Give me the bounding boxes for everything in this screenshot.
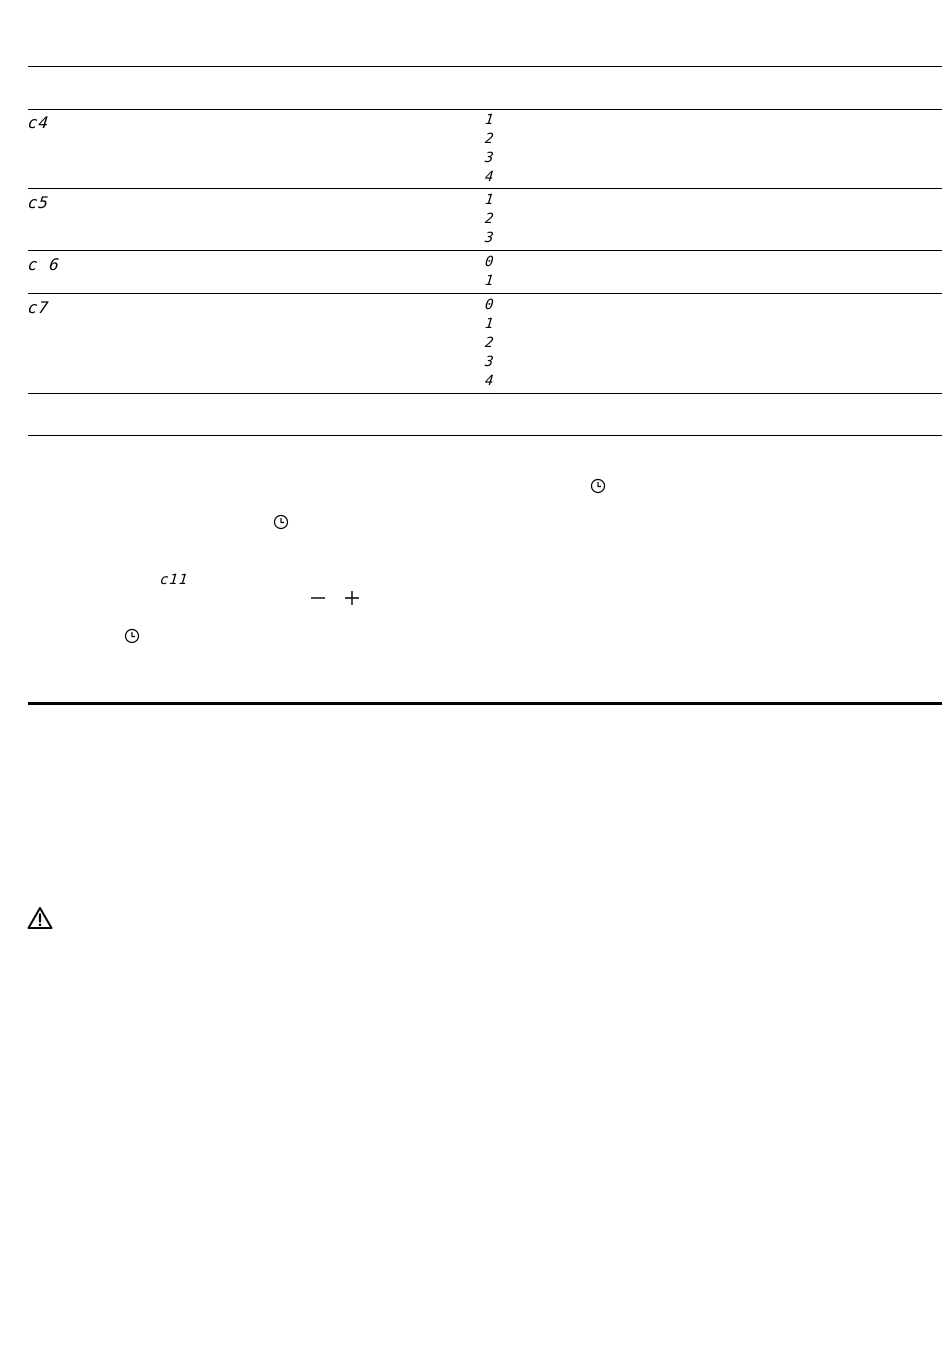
setting-value: 4: [484, 373, 496, 389]
clock-icon: [273, 514, 289, 530]
section-rule: [28, 702, 942, 705]
row-rule: [28, 188, 942, 189]
setting-code-c11: c11: [159, 572, 190, 588]
setting-value: 4: [484, 169, 496, 185]
row-rule: [28, 250, 942, 251]
setting-value: 3: [484, 230, 496, 246]
setting-values-c7: [486, 296, 495, 391]
setting-value: 2: [484, 335, 496, 351]
setting-value: 3: [484, 354, 496, 370]
setting-value: 0: [484, 254, 496, 270]
clock-icon: [124, 628, 140, 644]
setting-code-c5: c5: [27, 193, 51, 212]
warning-triangle-icon: [27, 906, 53, 930]
minus-icon: [309, 589, 327, 607]
setting-value: 2: [484, 211, 496, 227]
row-rule: [28, 393, 942, 394]
setting-value: 1: [484, 192, 496, 208]
setting-code-c7: c7: [27, 298, 51, 317]
table-bottom-rule: [28, 435, 942, 436]
setting-value: 1: [484, 273, 496, 289]
setting-value: 2: [484, 131, 496, 147]
plus-icon: [343, 589, 361, 607]
setting-value: 3: [484, 150, 496, 166]
setting-code-c4: c4: [27, 113, 51, 132]
row-rule: [28, 293, 942, 294]
clock-icon: [590, 478, 606, 494]
table-top-rule: [28, 66, 942, 67]
setting-values-c6: [486, 253, 495, 291]
setting-value: 1: [484, 316, 496, 332]
setting-value: 1: [484, 112, 496, 128]
setting-values-c5: [486, 191, 495, 248]
setting-value: 0: [484, 297, 496, 313]
setting-code-c6: c 6: [27, 255, 61, 274]
setting-values-c4: [486, 111, 495, 187]
table-header-rule: [28, 109, 942, 110]
